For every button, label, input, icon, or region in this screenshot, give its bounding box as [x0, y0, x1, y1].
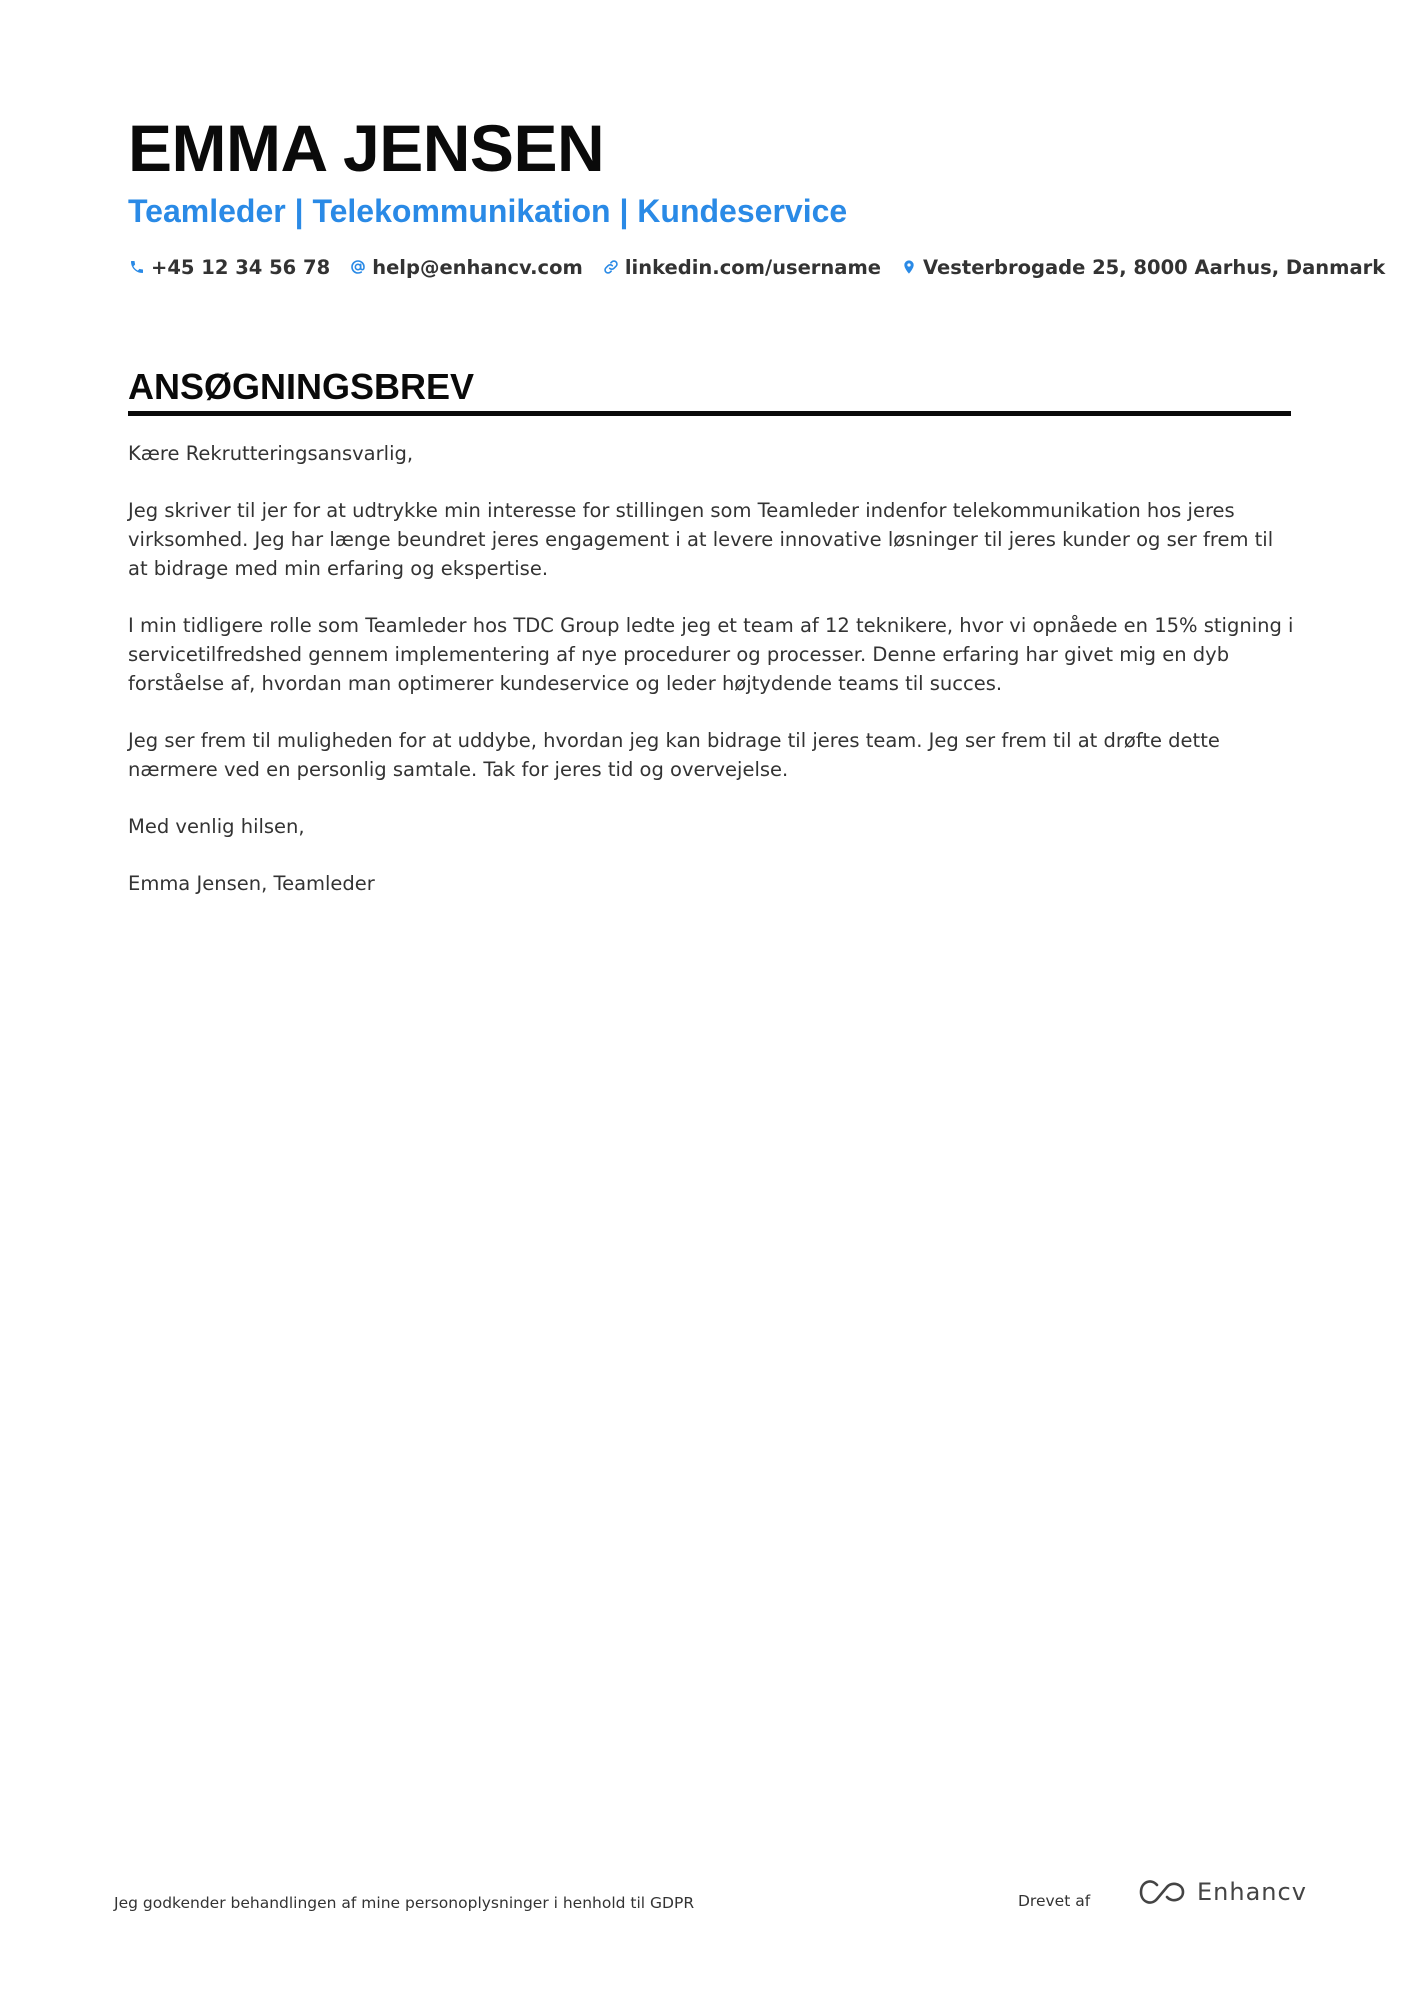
letter-paragraph: I min tidligere rolle som Teamleder hos TDC Group ledte jeg et team af 12 teknikere, hvor vi opnåede en 15% stigning i servicetilfredshed gennem implementering af nye procedurer og processer. Denne erfaring har givet mig en dyb forståelse af, hvordan man optimerer kundeservice og leder højtydende teams til succes. [128, 614, 1294, 695]
letter-body [128, 440, 1298, 928]
candidate-name: EMMA JENSEN [128, 111, 605, 185]
section-divider [128, 411, 1291, 416]
section-title: ANSØGNINGSBREV [128, 366, 475, 407]
enhancv-wordmark: Enhancv [1197, 1878, 1307, 1906]
contact-phone [128, 256, 330, 279]
signature: Emma Jensen, Teamleder [128, 872, 375, 896]
salutation: Kære Rekrutteringsansvarlig, [128, 442, 414, 465]
address: Vesterbrogade 25, 8000 Aarhus, Danmark [923, 255, 1386, 279]
letter-paragraph: Jeg skriver til jer for at udtrykke min interesse for stillingen som Teamleder indenfor telekommunikation hos jeres virksomhed. Jeg har længe beundret jeres engagement i at levere innovative løsninger til jeres kunder og ser frem til at bidrage med min erfaring og ekspertise. [128, 499, 1274, 580]
phone-number: +45 12 34 56 78 [151, 255, 331, 279]
letter-paragraph: Jeg ser frem til muligheden for at uddybe, hvordan jeg kan bidrage til jeres team. Jeg ser frem til at drøfte dette nærmere ved en personlig samtale. Tak for jeres tid og overvejelse. [128, 728, 1220, 781]
contact-location [900, 256, 1385, 279]
contact-bar [128, 252, 1404, 282]
powered-by-label: Drevet af [1018, 1892, 1091, 1910]
gdpr-consent: Jeg godkender behandlingen af mine personoplysninger i henhold til GDPR [114, 1894, 695, 1912]
phone-icon [128, 258, 146, 276]
at-icon [349, 258, 367, 276]
email-address: help@enhancv.com [372, 255, 583, 279]
contact-email [349, 256, 583, 279]
closing: Med venlig hilsen, [128, 815, 305, 839]
location-pin-icon [900, 258, 918, 276]
link-icon [602, 258, 620, 276]
contact-linkedin [602, 256, 881, 279]
enhancv-logo-icon [1139, 1879, 1185, 1905]
linkedin-url: linkedin.com/username [624, 255, 882, 279]
enhancv-brand[interactable] [1139, 1878, 1307, 1906]
candidate-headline: Teamleder | Telekommunikation | Kundeservice [128, 193, 848, 229]
